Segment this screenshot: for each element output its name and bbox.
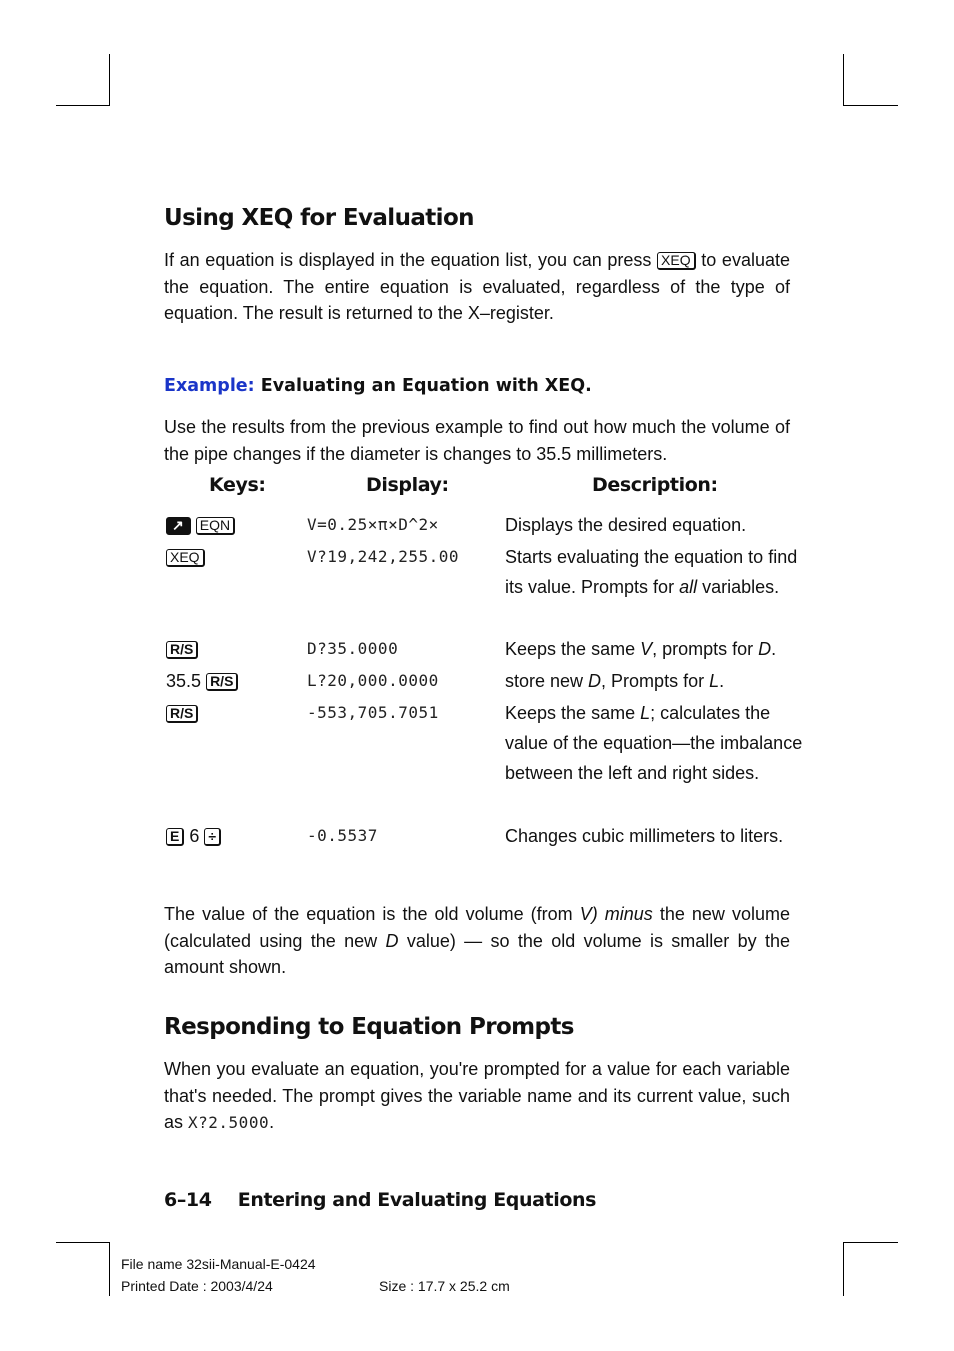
crop-mark <box>843 1242 898 1243</box>
section-heading-xeq: Using XEQ for Evaluation <box>164 205 474 231</box>
crop-mark <box>843 1242 844 1296</box>
desc-part: . <box>719 671 725 691</box>
column-header-keys: Keys: <box>209 474 266 496</box>
xeq-key-icon: XEQ <box>166 549 205 567</box>
row-display: L?20,000.0000 <box>307 671 439 690</box>
crop-mark <box>56 1242 110 1243</box>
desc-italic: V <box>640 639 653 659</box>
printed-date: Printed Date : 2003/4/24 <box>121 1278 273 1294</box>
print-size: Size : 17.7 x 25.2 cm <box>379 1278 510 1294</box>
chapter-title: Entering and Evaluating Equations <box>237 1189 597 1211</box>
key-entry-text: 6 <box>189 826 200 846</box>
example-title-text: Evaluating an Equation with XEQ. <box>260 376 592 396</box>
desc-part: , Prompts for <box>601 671 710 691</box>
desc-italic: D <box>588 671 602 691</box>
text-part: value) — so the old volume is smaller by the amount shown. <box>164 930 791 977</box>
divide-key-icon: ÷ <box>204 828 221 846</box>
row-keys <box>166 666 238 696</box>
crop-mark <box>109 54 110 106</box>
section1-text-b: to evaluate the equation. The entire equation is evaluated, regardless of the type of equation. The result is returned to the X–register. <box>164 250 790 323</box>
row-description: Displays the desired equation. <box>505 515 747 535</box>
desc-part: variables. <box>697 577 780 597</box>
result-explanation <box>164 901 790 981</box>
column-header-display: Display: <box>366 474 449 496</box>
row-display: V=0.25×π×D^2× <box>307 515 439 534</box>
section1-paragraph <box>164 247 790 327</box>
file-name: File name 32sii-Manual-E-0424 <box>121 1256 316 1272</box>
row-keys <box>166 510 235 540</box>
page-number: 6–14 <box>164 1189 212 1211</box>
crop-mark <box>109 1242 110 1296</box>
exponent-key-icon: E <box>166 828 184 846</box>
text-italic: V) <box>579 904 598 924</box>
row-keys <box>166 542 205 572</box>
row-display: D?35.0000 <box>307 639 399 658</box>
row-display: V?19,242,255.00 <box>307 547 459 566</box>
desc-italic: D <box>758 639 772 659</box>
text-part <box>598 904 605 924</box>
run-stop-key-icon: R/S <box>166 705 198 723</box>
crop-mark <box>843 105 898 106</box>
desc-part: . <box>771 639 777 659</box>
crop-mark <box>56 105 110 106</box>
crop-mark <box>843 54 844 106</box>
text-part: The value of the equation is the old volume (from <box>164 904 580 924</box>
desc-part: ; calculates the value of the equation—the imbalance between the left and right sides. <box>505 703 803 783</box>
desc-part: Keeps the same <box>505 639 641 659</box>
section2-paragraph <box>164 1056 790 1137</box>
desc-part: , prompts for <box>652 639 759 659</box>
text-part: When you evaluate an equation, you're prompted for a value for each variable that's needed. The prompt gives the variable name and its current value, such as <box>164 1059 790 1132</box>
example-intro: Use the results from the previous example to find out how much the volume of the pipe changes if the diameter is changes to 35.5 millimeters. <box>164 417 790 464</box>
xeq-key-icon: XEQ <box>657 252 696 270</box>
row-description <box>505 542 805 602</box>
row-keys <box>166 821 221 851</box>
example-title <box>164 376 592 396</box>
desc-part: find its value. Prompts for <box>505 547 798 597</box>
section1-text-a: If an equation is displayed in the equation list, you can press <box>164 250 652 270</box>
example-label: Example: <box>164 376 255 396</box>
eqn-key-icon: EQN <box>196 517 235 535</box>
row-description: Changes cubic millimeters to liters. <box>505 826 784 846</box>
row-display: -553,705.7051 <box>307 703 439 722</box>
row-description <box>505 698 805 788</box>
section-heading-prompts: Responding to Equation Prompts <box>164 1014 574 1040</box>
key-entry-text: 35.5 <box>166 671 202 691</box>
text-italic: minus <box>604 904 653 924</box>
right-shift-key-icon: ↗ <box>166 517 191 535</box>
desc-italic: all <box>679 577 698 597</box>
desc-part: Keeps the same <box>505 703 641 723</box>
text-part: the new volume (calculated using the new <box>164 904 790 951</box>
text-italic: D <box>385 930 399 951</box>
run-stop-key-icon: R/S <box>206 673 238 691</box>
desc-italic: L <box>640 703 651 723</box>
text-part: . <box>269 1112 275 1132</box>
row-description <box>505 666 805 696</box>
desc-italic: L <box>709 671 720 691</box>
prompt-display-example: X?2.5000 <box>188 1113 270 1132</box>
page-footer <box>164 1189 596 1211</box>
row-display: -0.5537 <box>307 826 378 845</box>
run-stop-key-icon: R/S <box>166 641 198 659</box>
column-header-description: Description: <box>592 474 718 496</box>
desc-part: Starts evaluating the equation to <box>505 547 764 567</box>
row-keys <box>166 634 198 664</box>
desc-part: store new <box>505 671 589 691</box>
row-keys <box>166 698 198 728</box>
row-description <box>505 634 805 664</box>
